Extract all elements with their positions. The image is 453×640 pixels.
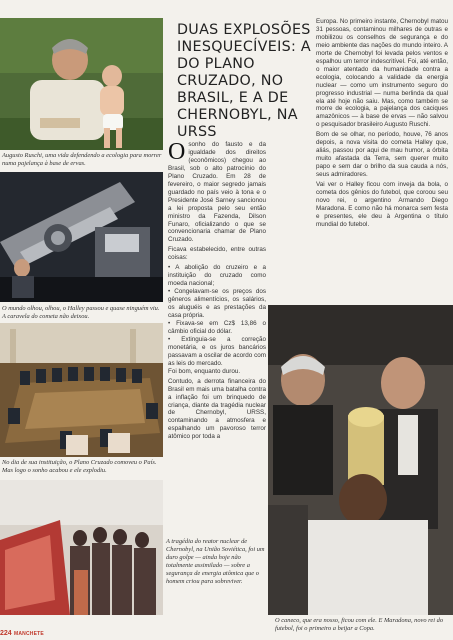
bullet-item: • A abolição do cruzeiro e a instituição do cruzado como moeda nacional; [168, 264, 266, 288]
paragraph: Ficava estabelecido, entre outras coisas: [168, 246, 266, 262]
paragraph: Europa. No primeiro instante, Chernobyl matou 31 pessoas, contaminou milhares de outras e mobilizou os conselhos de segurança e do meio ambiente das nações do mundo inteiro. A morte de Chernobyl foi levada pelos ventos e espalhou um terror indescritível. Foi, até então, o maior atentado da humanidade contra a ecologia, colocando a validade da energia nuclear — como um instrumento seguro do progresso industrial — numa berlinda da qual ela até hoje não saiu. Mas, como também se morre de ecologia, a pajelança dos caciques amazônicos — à base de ervas — não salvou o pesquisador brasileiro Augusto Ruschi. [316, 18, 448, 129]
drop-cap: O [168, 139, 186, 165]
caption-cruzado: No dia de sua instituição, o Plano Cruzado comoveu o País. Mas logo o sonho acabou e ele explodiu. [2, 459, 157, 475]
photo-halley-telescope [0, 172, 163, 302]
page-number: 224 [0, 630, 12, 637]
bullet-item: • Congelavam-se os preços dos gêneros alimentícios, os salários, os aluguéis e as prestações da casa própria. [168, 288, 266, 320]
photo-augusto-ruschi [0, 18, 163, 150]
photo-plano-cruzado-meeting [0, 323, 163, 457]
paragraph: Foi bom, enquanto durou. [168, 367, 241, 375]
paragraph: Contudo, a derrota financeira do Brasil em mais uma batalha contra a inflação foi um brinquedo de criança, diante da tragédia nuclear de Chernobyl, URSS, contaminando a atmosfera e espalhando um pavoroso terror atômico por toda a [168, 377, 266, 441]
bullet-item: • Extinguia-se a correção monetária, e os juros bancários passavam a oscilar de acordo com as leis do mercado. [168, 335, 266, 367]
caption-chernobyl: A tragédia do reator nuclear de Chernobyl, na União Soviética, foi um duro golpe — ainda hoje não totalmente assimilado — sobre a segurança de energia atômica que o homem criou para sobreviver. [166, 538, 265, 586]
caption-maradona: O caneco, que era nosso, ficou com ele. E Maradona, novo rei do futebol, foi o primeiro a beijar a Copa. [275, 617, 444, 633]
article-column-1 [168, 141, 266, 443]
caption-ruschi: Augusto Ruschi, uma vida defendendo a ecologia para morrer numa pajelança à base de ervas. [2, 152, 162, 168]
paragraph: Bom de se olhar, no período, houve, 76 anos depois, a nova visita do cometa Halley que, aliás, passou por aqui de mau humor, a órbita muito afastada da Terra, sem querer muito papo e sem dar o brilho da sua cauda a nós, seus admiradores. [316, 131, 448, 179]
article-column-2 [316, 18, 448, 231]
paragraph: Vai ver o Halley ficou com inveja da bola, o cometa dos gênios do futebol, que coroou seu novo rei, o argentino Armando Diego Maradona. E como não há monarca sem festa e presentes, ele deu à Argentina o título mundial do futebol. [316, 181, 448, 228]
caption-halley: O mundo olhou, olhou, o Halley passou e quase ninguém viu. A caravela do cometa não deixou. [2, 305, 160, 321]
photo-maradona-cup [268, 305, 453, 615]
photo-chernobyl-funeral [0, 480, 163, 615]
bullet-item: • Fixava-se em Cz$ 13,86 o câmbio oficial do dólar. [168, 319, 266, 335]
paragraph: sonho do fausto e da igualdade dos direitos (econômicos) chegou ao Brasil, sob o alto patrocínio do Plano Cruzado. Em 28 de fevereiro, o maior segredo jamais guardado no país veio à tona e o Presidente José Sarney sancionou a lei proposta pelo seu então ministro da Fazenda, Dilson Funaro, oficializando o que se convencionaria chamar de Plano Cruzado. [168, 141, 266, 244]
magazine-logo: MANCHETE [14, 631, 44, 637]
article-headline: DUAS EXPLOSÕES INESQUECÍVEIS: A DO PLANO CRUZADO, NO BRASIL, E A DE CHERNOBYL, NA URSS [177, 22, 312, 140]
